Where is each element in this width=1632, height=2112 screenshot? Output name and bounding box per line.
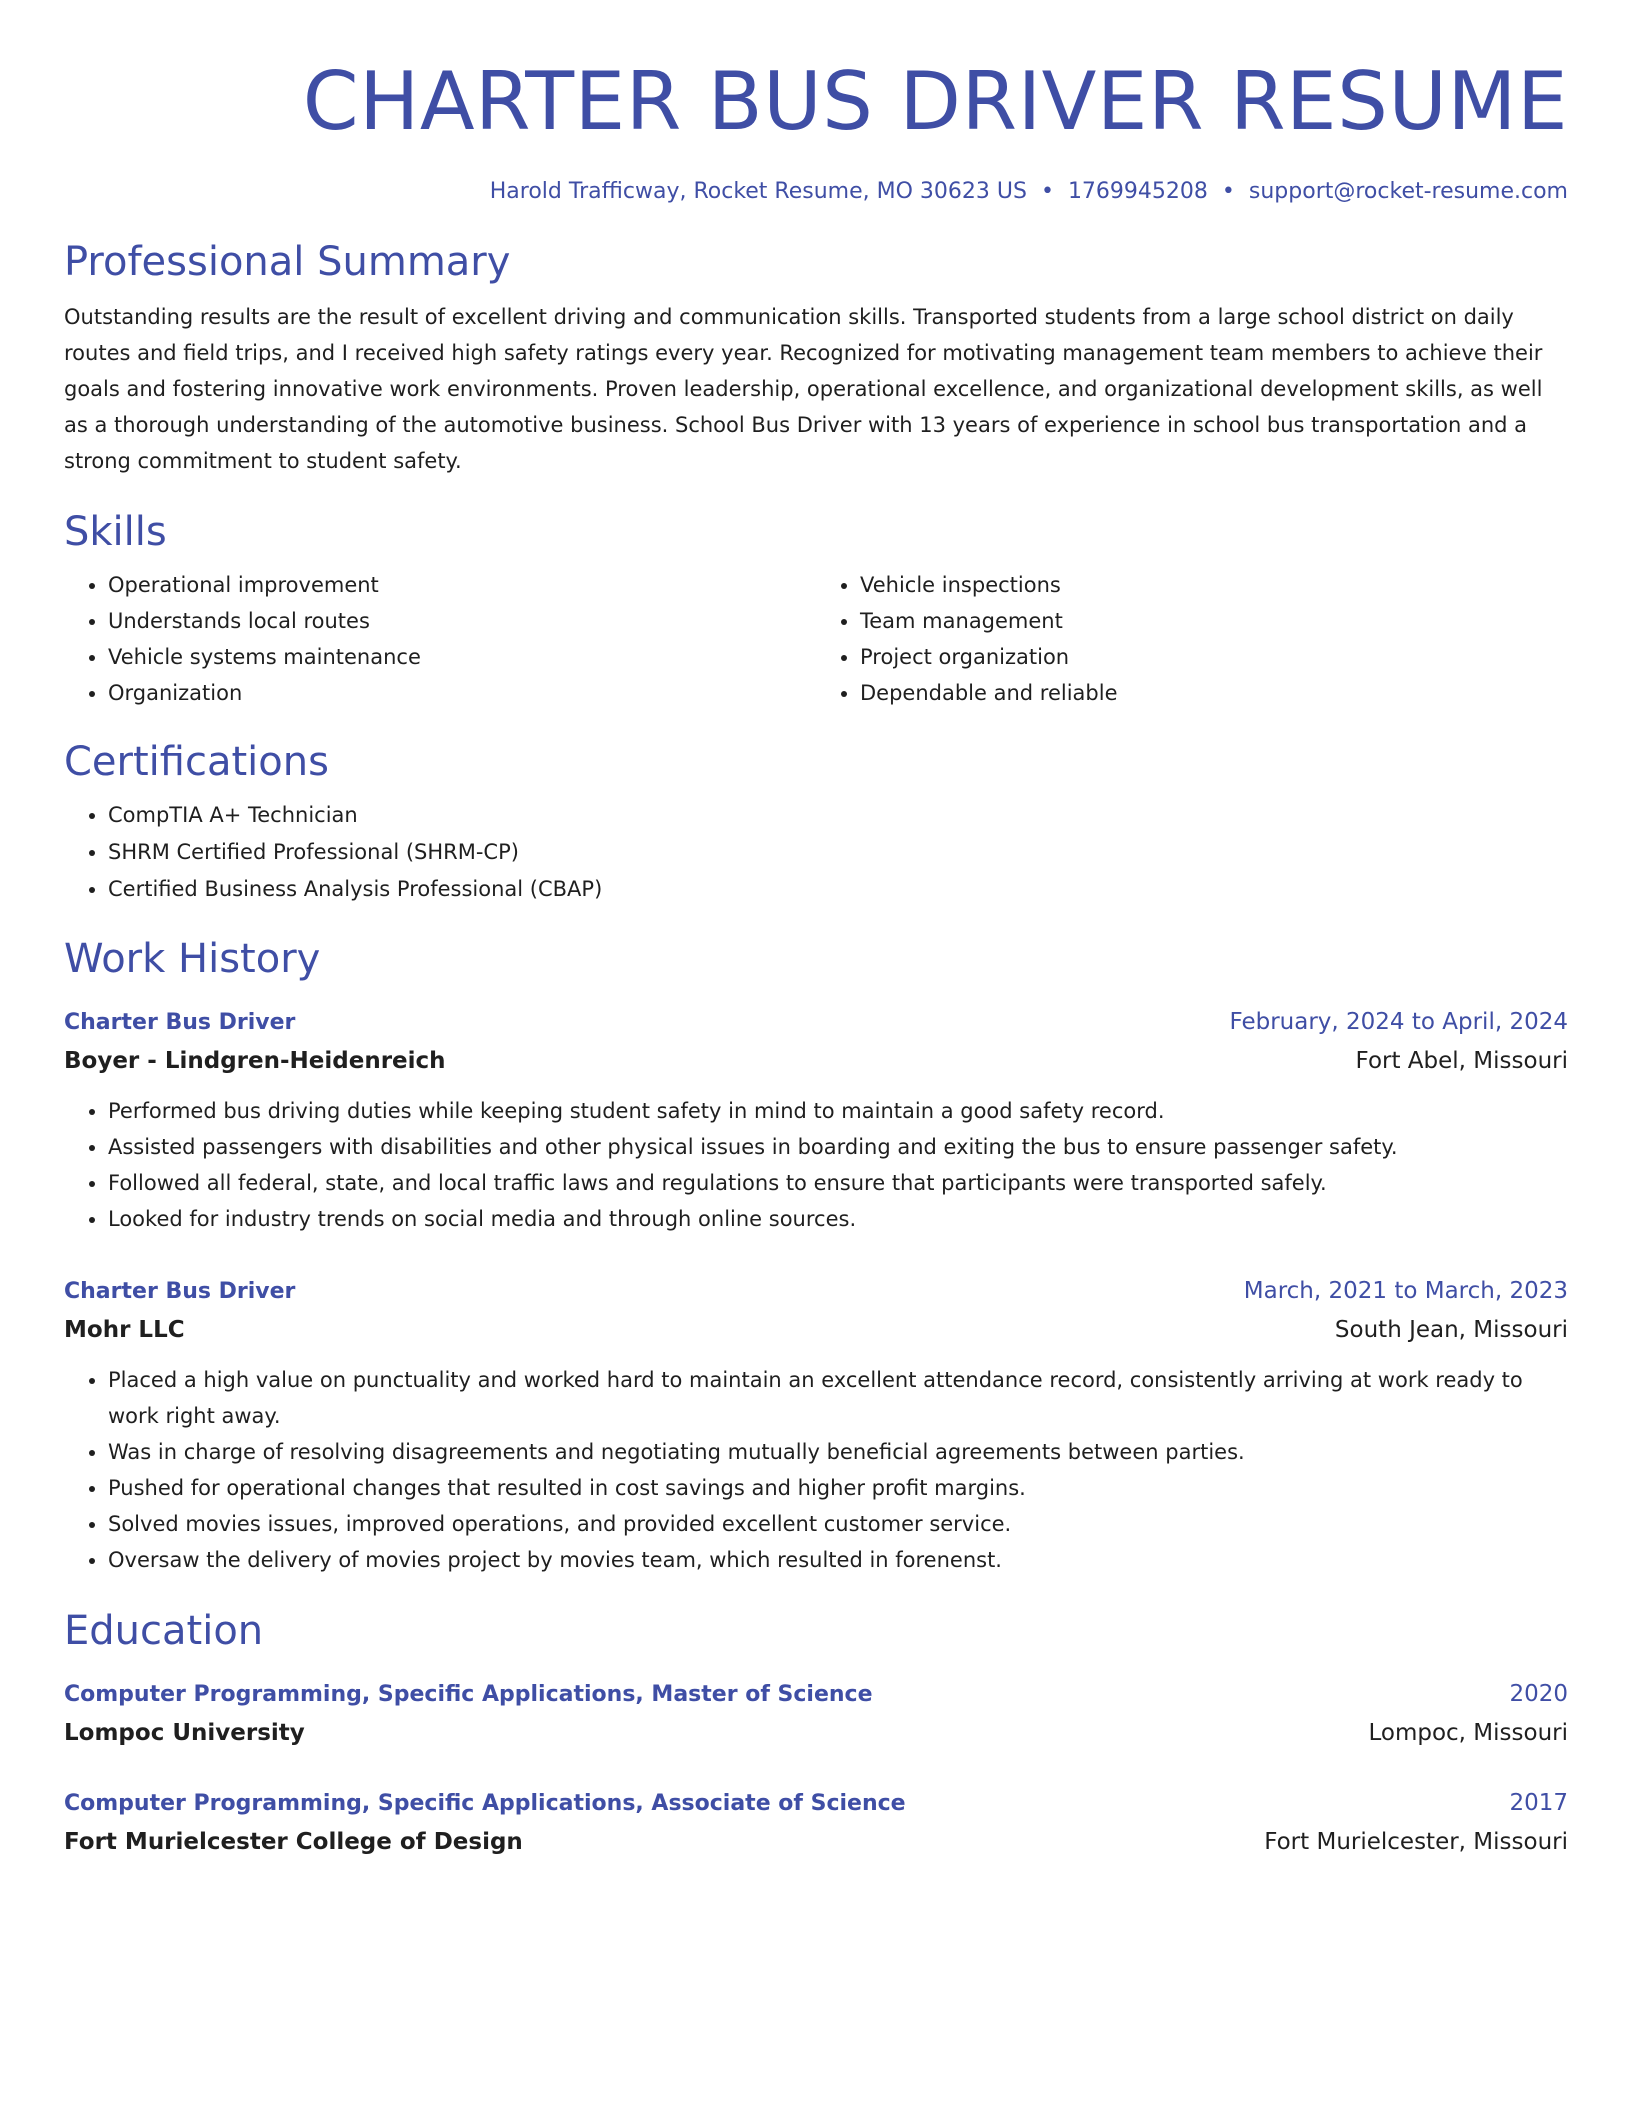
skill-item: • Vehicle inspections — [860, 567, 1568, 603]
certifications-list — [64, 797, 1568, 908]
education-year: 2020 — [1509, 1681, 1568, 1707]
job-title-row — [64, 1004, 1568, 1041]
skill-item: • Team management — [860, 603, 1568, 639]
education-section — [64, 1606, 1568, 1862]
job-company: Boyer - Lindgren-Heidenreich — [64, 1048, 446, 1074]
job-dates: March, 2021 to March, 2023 — [1243, 1278, 1568, 1304]
education-entry — [64, 1676, 1568, 1753]
job-company-row — [64, 1310, 1568, 1350]
education-degree: Computer Programming, Specific Applications, Associate of Science — [64, 1791, 906, 1816]
job-location: South Jean, Missouri — [1334, 1317, 1568, 1343]
skill-item: • Dependable and reliable — [860, 675, 1568, 711]
contact-email[interactable]: support@rocket-resume.com — [1248, 179, 1568, 204]
education-degree: Computer Programming, Specific Applications, Master of Science — [64, 1682, 873, 1707]
job-duties-list — [64, 1362, 1568, 1578]
education-school-row — [64, 1822, 1568, 1862]
summary-text: Outstanding results are the result of excellent driving and communication skills. Transported students from a large school district on daily routes and field trips, and I received high safety ratings every year. Recognized for motivating management team members to achieve their goals and fostering innovative work environments. Proven leadership, operational excellence, and organizational development skills, as well as a thorough understanding of the automotive business. School Bus Driver with 13 years of experience in school bus transportation and a strong commitment to student safety. — [64, 305, 1543, 473]
job-duty-item: • Assisted passengers with disabilities and other physical issues in boarding and exiting the bus to ensure passenger safety. — [108, 1129, 1568, 1165]
section-heading: Skills — [64, 509, 167, 555]
job-company: Mohr LLC — [64, 1317, 185, 1343]
education-school: Fort Murielcester College of Design — [64, 1829, 523, 1855]
section-heading: Certifications — [64, 739, 329, 785]
certifications-section — [64, 737, 1568, 908]
resume-header — [64, 0, 1568, 207]
job-role: Charter Bus Driver — [64, 1279, 296, 1304]
education-school: Lompoc University — [64, 1720, 305, 1746]
job-duty-item: • Placed a high value on punctuality and worked hard to maintain an excellent attendance record, consistently arriving at work ready to work right away. — [108, 1362, 1568, 1434]
education-year: 2017 — [1509, 1790, 1568, 1816]
certification-item: • SHRM Certified Professional (SHRM-CP) — [108, 834, 1568, 871]
certification-item: • CompTIA A+ Technician — [108, 797, 1568, 834]
job-company-row — [64, 1041, 1568, 1081]
education-location: Lompoc, Missouri — [1368, 1720, 1568, 1746]
resume-title: CHARTER BUS DRIVER RESUME — [302, 55, 1568, 148]
work-history-section — [64, 934, 1568, 1578]
job-duties-list — [64, 1093, 1568, 1237]
job-duty-item: • Looked for industry trends on social media and through online sources. — [108, 1201, 1568, 1237]
contact-phone[interactable]: 1769945208 — [1067, 179, 1208, 204]
education-degree-row — [64, 1785, 1568, 1822]
section-heading: Work History — [64, 936, 321, 982]
skill-item: • Vehicle systems maintenance — [108, 639, 816, 675]
job-location: Fort Abel, Missouri — [1355, 1048, 1568, 1074]
section-heading: Education — [64, 1608, 264, 1654]
skill-item: • Operational improvement — [108, 567, 816, 603]
job-duty-item: • Was in charge of resolving disagreements and negotiating mutually beneficial agreements between parties. — [108, 1434, 1568, 1470]
education-location: Fort Murielcester, Missouri — [1264, 1829, 1568, 1855]
job-duty-item: • Followed all federal, state, and local traffic laws and regulations to ensure that participants were transported safely. — [108, 1165, 1568, 1201]
job-duty-item: • Oversaw the delivery of movies project by movies team, which resulted in forenenst. — [108, 1542, 1568, 1578]
contact-separator: • — [1221, 179, 1235, 204]
contact-address: Harold Trafficway, Rocket Resume, MO 30623 US — [489, 179, 1027, 204]
professional-summary-section — [64, 237, 1568, 479]
certification-item: • Certified Business Analysis Professional (CBAP) — [108, 871, 1568, 908]
skill-item: • Project organization — [860, 639, 1568, 675]
skills-list-left — [64, 567, 816, 711]
section-heading: Professional Summary — [64, 239, 511, 285]
job-duty-item: • Solved movies issues, improved operations, and provided excellent customer service. — [108, 1506, 1568, 1542]
skill-item: • Organization — [108, 675, 816, 711]
skills-section — [64, 507, 1568, 711]
skills-list-right — [816, 567, 1568, 711]
contact-line — [64, 177, 1568, 207]
job-title-row — [64, 1273, 1568, 1310]
job-duty-item: • Pushed for operational changes that resulted in cost savings and higher profit margins. — [108, 1470, 1568, 1506]
job-entry — [64, 1004, 1568, 1237]
skills-columns — [64, 567, 1568, 711]
skill-item: • Understands local routes — [108, 603, 816, 639]
education-degree-row — [64, 1676, 1568, 1713]
education-entry — [64, 1785, 1568, 1862]
job-duty-item: • Performed bus driving duties while keeping student safety in mind to maintain a good safety record. — [108, 1093, 1568, 1129]
education-school-row — [64, 1713, 1568, 1753]
job-role: Charter Bus Driver — [64, 1010, 296, 1035]
job-dates: February, 2024 to April, 2024 — [1229, 1009, 1568, 1035]
job-entry — [64, 1273, 1568, 1578]
contact-separator: • — [1040, 179, 1054, 204]
